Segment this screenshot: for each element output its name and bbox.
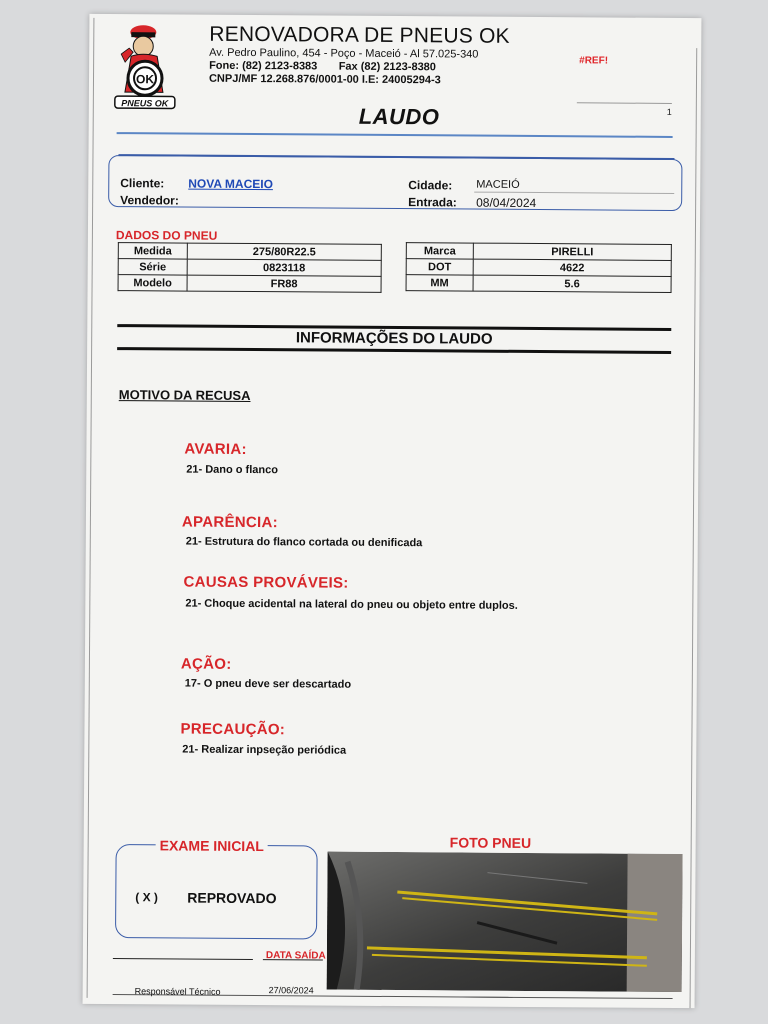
action-text: 17- O pneu deve ser descartado <box>184 677 352 691</box>
tire-dot-label: DOT <box>406 259 473 275</box>
tire-brand-label: Marca <box>406 243 473 259</box>
company-logo <box>107 22 180 113</box>
sheet-edge <box>690 48 698 1008</box>
document-title: LAUDO <box>358 103 440 130</box>
entry-date: 08/04/2024 <box>476 195 537 210</box>
action-heading: AÇÃO: <box>180 655 232 673</box>
ref-line <box>577 102 672 104</box>
exam-result: REPROVADO <box>187 889 277 907</box>
appearance-text: 21- Estrutura do flanco cortada ou denificada <box>185 535 423 550</box>
tire-serial-label: Série <box>118 259 187 275</box>
appearance-heading: APARÊNCIA: <box>181 513 279 532</box>
ref-error: #REF! <box>579 55 609 67</box>
logo-letters: OK <box>135 72 155 87</box>
company-phones: Fone: (82) 2123-8383 Fax (82) 2123-8380 <box>209 59 436 74</box>
tire-size-label: Medida <box>118 243 187 259</box>
company-cnpj: CNPJ/MF 12.268.876/0001-00 I.E: 24005294-3 <box>208 72 441 87</box>
tire-size-value: 275/80R22.5 <box>187 243 381 260</box>
damage-text: 21- Dano o flanco <box>186 463 279 477</box>
logo-text: PNEUS OK <box>121 98 169 109</box>
company-name: RENOVADORA DE PNEUS OK <box>209 22 510 48</box>
tire-brand-value: PIRELLI <box>473 243 671 260</box>
table-row <box>406 243 671 261</box>
refusal-reason-title: MOTIVO DA RECUSA <box>118 387 251 404</box>
exam-title: EXAME INICIAL <box>156 837 268 854</box>
exam-checkbox-mark: ( X ) <box>135 890 159 905</box>
tire-serial-value: 0823118 <box>187 259 381 276</box>
table-row <box>118 275 381 293</box>
tire-model-label: Modelo <box>118 275 187 291</box>
tire-mm-value: 5.6 <box>473 275 671 292</box>
company-address: Av. Pedro Paulino, 454 - Poço - Maceió - Al 57.025-340 <box>209 46 479 61</box>
photo-title: FOTO PNEU <box>449 834 532 851</box>
damage-heading: AVARIA: <box>184 440 247 458</box>
tire-photo <box>327 852 683 992</box>
page-number: 1 <box>666 106 672 117</box>
client-name: NOVA MACEIO <box>188 176 273 192</box>
city-label: Cidade: <box>408 178 453 193</box>
responsible-label: Responsável Técnico <box>134 986 221 997</box>
precaution-text: 21- Realizar inpseção periódica <box>182 743 347 757</box>
table-row <box>118 243 381 261</box>
table-row <box>406 275 671 293</box>
title-divider <box>117 132 673 138</box>
precaution-heading: PRECAUÇÃO: <box>180 720 286 739</box>
entry-label: Entrada: <box>408 195 457 210</box>
causes-heading: CAUSAS PROVÁVEIS: <box>183 573 349 592</box>
city-value: MACEIÓ <box>476 178 520 191</box>
seller-label: Vendedor: <box>120 193 179 208</box>
client-label: Cliente: <box>120 176 165 191</box>
tire-section-title: DADOS DO PNEU <box>115 228 218 243</box>
table-row <box>406 259 671 277</box>
tire-data-table-left <box>118 242 382 293</box>
tire-dot-value: 4622 <box>473 259 671 276</box>
tire-model-value: FR88 <box>187 275 381 292</box>
signature-line <box>113 958 253 960</box>
tire-data-table-right <box>406 242 672 293</box>
exit-date-label: DATA SAÍDA <box>265 950 326 962</box>
report-sheet <box>83 14 702 1008</box>
tire-mm-label: MM <box>406 275 473 291</box>
responsible-line <box>463 997 673 999</box>
sheet-edge <box>87 18 95 998</box>
report-date: 27/06/2024 <box>268 985 314 996</box>
causes-text: 21- Choque acidental na lateral do pneu ou objeto entre duplos. <box>185 597 518 612</box>
table-row <box>118 259 381 277</box>
report-section-title: INFORMAÇÕES DO LAUDO <box>295 329 493 348</box>
